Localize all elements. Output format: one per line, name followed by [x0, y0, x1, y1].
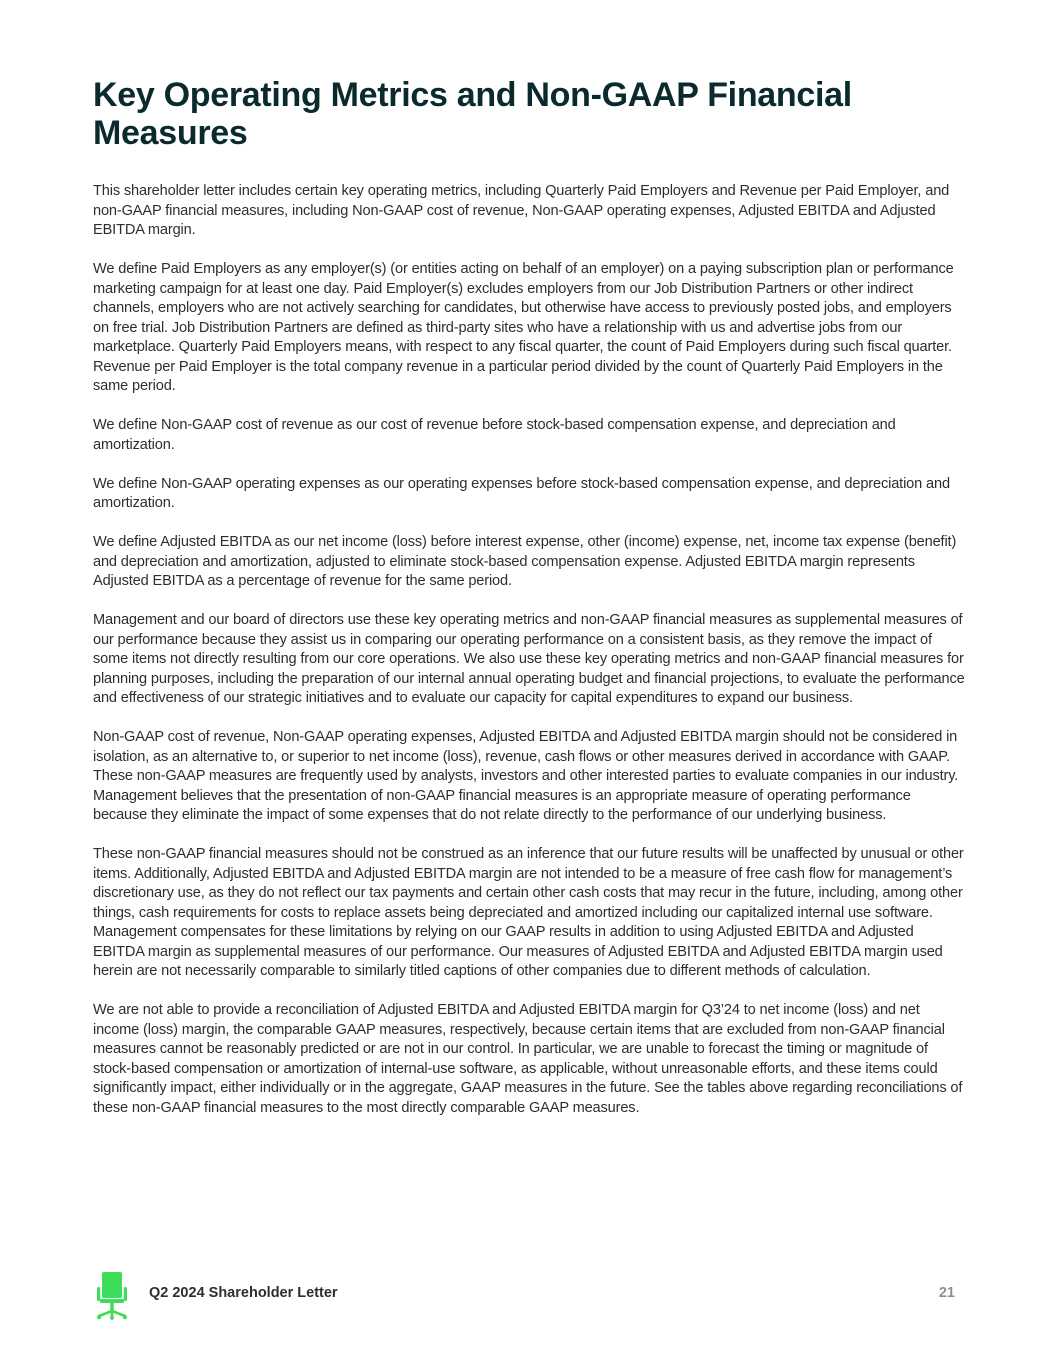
page-number: 21	[938, 1285, 955, 1301]
paragraph-operating-expenses: We define Non-GAAP operating expenses as our operating expenses before stock-based compensation expense, and depreciation and amortization.	[93, 475, 950, 511]
page-title: Key Operating Metrics and Non-GAAP Financial Measures	[93, 76, 852, 152]
paragraph-cost-of-revenue: We define Non-GAAP cost of revenue as our cost of revenue before stock-based compensation expense, and depreciation and amortization.	[93, 417, 896, 453]
paragraph-paid-employers: We define Paid Employers as any employer(s) (or entities acting on behalf of an employer) on a paying subscription plan or performance marketing campaign for at least one day. Paid Employer(s) excludes employers from our Job Distribution Partners or other indirect channels, employers who are not actively searching for candidates, but otherwise have access to previously posted jobs, and employers on free trial. Job Distribution Partners are defined as third-party sites who have a relationship with us and advertise jobs from our marketplace. Quarterly Paid Employers means, with respect to any fiscal quarter, the count of Paid Employers during such fiscal quarter. Revenue per Paid Employer is the total company revenue in a particular period divided by the count of Quarterly Paid Employers in the same period.	[93, 261, 954, 394]
paragraph-adjusted-ebitda: We define Adjusted EBITDA as our net income (loss) before interest expense, other (income) expense, net, income tax expense (benefit) and depreciation and amortization, adjusted to eliminate stock-based compensation expense. Adjusted EBITDA margin represents Adjusted EBITDA as a percentage of revenue for the same period.	[93, 534, 957, 589]
paragraph-not-in-isolation: Non-GAAP cost of revenue, Non-GAAP operating expenses, Adjusted EBITDA and Adjusted EBITDA margin should not be considered in isolation, as an alternative to, or superior to net income (loss), revenue, cash flows or other measures derived in accordance with GAAP. These non-GAAP measures are frequently used by analysts, investors and other interested parties to evaluate companies in our industry. Management believes that the presentation of non-GAAP financial measures is an appropriate measure of operating performance because they eliminate the impact of some expenses that do not relate directly to the performance of our underlying business.	[93, 729, 959, 823]
paragraph-management-use: Management and our board of directors use these key operating metrics and non-GAAP financial measures as supplemental measures of our performance because they assist us in comparing our operating performance on a consistent basis, as they remove the impact of some items not directly resulting from our core operations. We also use these key operating metrics and non-GAAP financial measures for planning purposes, including the preparation of our internal annual operating budget and financial projections, to evaluate the performance and effectiveness of our strategic initiatives and to evaluate our capacity for capital expenditures to expand our business.	[93, 612, 965, 706]
footer-document-label: Q2 2024 Shareholder Letter	[149, 1285, 338, 1301]
page-footer	[93, 1270, 955, 1322]
paragraph-reconciliation: We are not able to provide a reconciliation of Adjusted EBITDA and Adjusted EBITDA margin for Q3’24 to net income (loss) and net income (loss) margin, the comparable GAAP measures, respectively, because certain items that are excluded from non-GAAP financial measures cannot be reasonably predicted or are not in our control. In particular, we are unable to forecast the timing or magnitude of stock-based compensation or amortization of internal-use software, as applicable, without unreasonable efforts, and these items could significantly impact, either individually or in the aggregate, GAAP measures in the future. See the tables above regarding reconciliations of these non-GAAP financial measures to the most directly comparable GAAP measures.	[93, 1002, 963, 1116]
paragraph-intro: This shareholder letter includes certain key operating metrics, including Quarterly Paid Employers and Revenue per Paid Employer, and non-GAAP financial measures, including Non-GAAP cost of revenue, Non-GAAP operating expenses, Adjusted EBITDA and Adjusted EBITDA margin.	[93, 183, 950, 238]
office-chair-icon	[93, 1270, 131, 1320]
paragraph-limitations: These non-GAAP financial measures should not be construed as an inference that our future results will be unaffected by unusual or other items. Additionally, Adjusted EBITDA and Adjusted EBITDA margin are not intended to be a measure of free cash flow for management’s discretionary use, as they do not reflect our tax payments and certain other cash costs that may recur in the future, including, among other things, cash requirements for costs to replace assets being depreciated and amortized including our capitalized internal use software. Management compensates for these limitations by relying on our GAAP results in addition to using Adjusted EBITDA and Adjusted EBITDA margin as supplemental measures of our performance. Our measures of Adjusted EBITDA and Adjusted EBITDA margin used herein are not necessarily comparable to similarly titled captions of other companies due to different methods of calculation.	[93, 846, 964, 979]
body-text	[93, 182, 965, 1138]
